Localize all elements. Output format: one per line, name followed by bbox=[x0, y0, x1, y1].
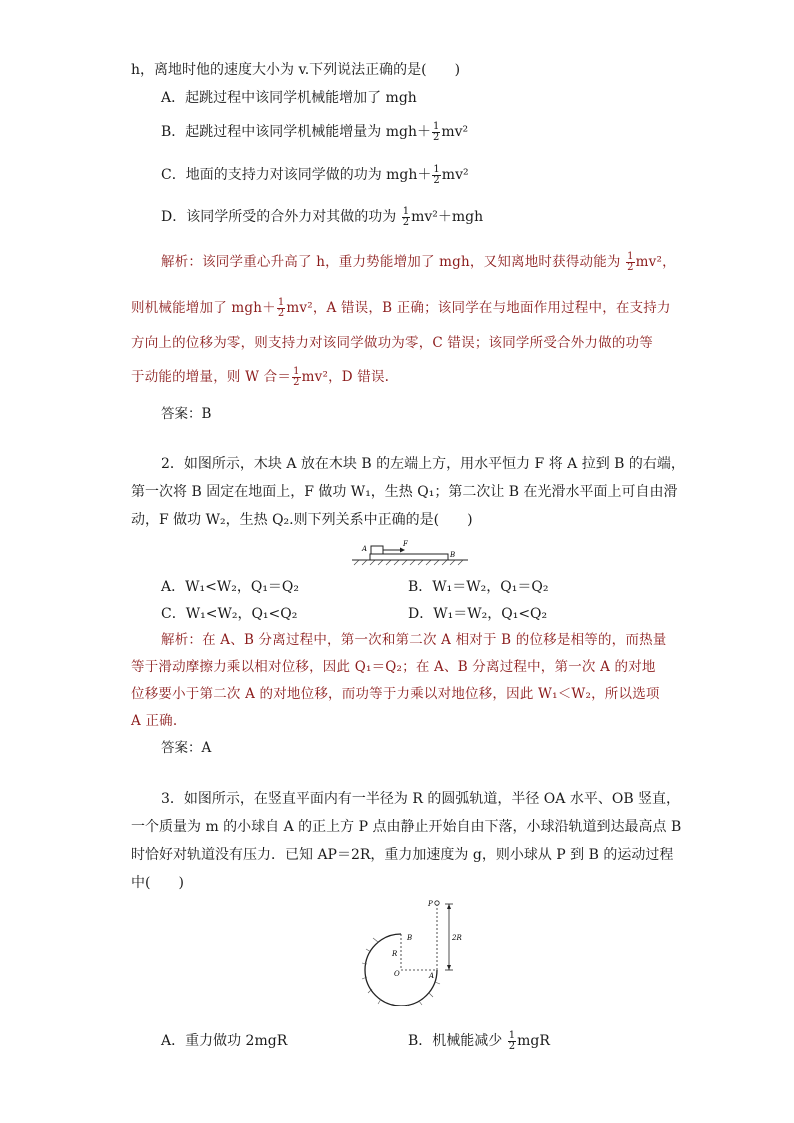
q2-answer: 答案：A bbox=[161, 740, 212, 756]
q2-stem-line-2: 第一次将 B 固定在地面上，F 做功 W₁，生热 Q₁；第二次让 B 在光滑水平面上可自由滑 bbox=[131, 484, 678, 500]
label-o: O bbox=[394, 970, 400, 978]
q2-option-a: A．W₁<W₂，Q₁＝Q₂ bbox=[161, 579, 300, 595]
q2-stem-line-1: 2．如图所示，木块 A 放在木块 B 的左端上方，用水平恒力 F 将 A 拉到 B 的右端， bbox=[161, 456, 685, 472]
fraction-half bbox=[432, 165, 440, 186]
q1-option-a: A．起跳过程中该同学机械能增加了 mgh bbox=[161, 90, 417, 106]
label-b: B bbox=[407, 934, 413, 942]
q3-stem-line-4: 中( ) bbox=[131, 875, 184, 891]
fraction-half bbox=[292, 367, 301, 388]
arrowhead-icon bbox=[400, 548, 405, 553]
label-p: P bbox=[428, 900, 433, 908]
frac-den: 2 bbox=[508, 1040, 516, 1052]
q1-analysis-text: 则机械能增加了 mgh＋ bbox=[131, 300, 276, 316]
fraction-half bbox=[402, 207, 410, 228]
q1-analysis-line-1 bbox=[161, 251, 676, 273]
q3-option-a: A．重力做功 2mgR bbox=[161, 1033, 288, 1049]
q1-option-c-text: C．地面的支持力对该同学做的功为 mgh＋ bbox=[161, 167, 432, 183]
frac-den: 2 bbox=[433, 174, 440, 186]
q1-option-d bbox=[161, 206, 483, 228]
q3-option-b-term: mgR bbox=[517, 1033, 550, 1049]
q1-analysis-term: mv²， bbox=[635, 254, 676, 270]
q1-option-c bbox=[161, 164, 469, 186]
fraction-half bbox=[277, 298, 286, 319]
ball-icon bbox=[435, 901, 439, 905]
q2-block-diagram bbox=[350, 536, 470, 568]
q1-answer: 答案：B bbox=[161, 406, 212, 422]
q3-option-b-text: B．机械能减少 bbox=[408, 1033, 507, 1049]
q1-option-b bbox=[161, 121, 468, 143]
frac-num: 1 bbox=[277, 297, 285, 308]
frac-num: 1 bbox=[293, 366, 300, 377]
label-b: B bbox=[450, 551, 456, 559]
label-a: A bbox=[429, 972, 435, 980]
block-b bbox=[370, 554, 448, 560]
q3-arc-track-diagram bbox=[360, 894, 470, 1006]
block-a bbox=[371, 546, 383, 554]
frac-den: 2 bbox=[402, 216, 410, 228]
label-f: F bbox=[403, 540, 408, 548]
fraction-half bbox=[432, 122, 440, 143]
frac-num: 1 bbox=[627, 251, 634, 262]
q2-analysis-line-4: A 正确. bbox=[131, 713, 178, 729]
q2-analysis-line-1: 解析：在 A、B 分离过程中，第一次和第二次 A 相对于 B 的位移是相等的，而热量 bbox=[161, 632, 667, 648]
q1-analysis-line-3: 方向上的位移为零，则支持力对该同学做功为零，C 错误；该同学所受合外力做的功等 bbox=[131, 335, 653, 351]
ground-hatch bbox=[354, 560, 463, 565]
q1-option-d-term: mv²＋mgh bbox=[411, 209, 484, 225]
q2-option-b: B．W₁＝W₂，Q₁＝Q₂ bbox=[408, 579, 549, 595]
frac-den: 2 bbox=[627, 262, 634, 273]
q1-option-b-text: B．起跳过程中该同学机械能增量为 mgh＋ bbox=[161, 124, 431, 140]
arrowhead-up-icon bbox=[447, 904, 451, 909]
label-2r: 2R bbox=[452, 934, 462, 942]
q1-option-b-term: mv² bbox=[441, 124, 469, 140]
frac-num: 1 bbox=[508, 1029, 516, 1041]
q2-option-c: C．W₁<W₂，Q₁<Q₂ bbox=[161, 606, 298, 622]
frac-den: 2 bbox=[293, 377, 300, 388]
q1-option-c-term: mv² bbox=[441, 167, 469, 183]
fraction-half bbox=[508, 1031, 516, 1052]
label-a: A bbox=[362, 545, 368, 553]
frac-den: 2 bbox=[277, 308, 285, 319]
q1-analysis-line-4 bbox=[131, 366, 389, 388]
q2-option-d: D．W₁＝W₂，Q₁<Q₂ bbox=[408, 606, 548, 622]
frac-num: 1 bbox=[402, 205, 410, 217]
frac-num: 1 bbox=[433, 163, 440, 175]
q3-stem-line-2: 一个质量为 m 的小球自 A 的正上方 P 点由静止开始自由下落，小球沿轨道到达最高点 B bbox=[131, 819, 682, 835]
q1-stem-continuation: h，离地时他的速度大小为 v.下列说法正确的是( ) bbox=[131, 62, 461, 78]
q1-option-d-text: D．该同学所受的合外力对其做的功为 bbox=[161, 209, 401, 225]
q1-analysis-text: 解析：该同学重心升高了 h，重力势能增加了 mgh，又知离地时获得动能为 bbox=[161, 254, 626, 270]
q3-stem-line-1: 3．如图所示，在竖直平面内有一半径为 R 的圆弧轨道，半径 OA 水平、OB 竖直， bbox=[161, 791, 681, 807]
q1-analysis-text: 于动能的增量，则 W 合＝ bbox=[131, 369, 292, 385]
frac-num: 1 bbox=[433, 120, 440, 132]
q2-analysis-line-3: 位移要小于第二次 A 的对地位移，而功等于力乘以对地位移，因此 W₁＜W₂，所以选项 bbox=[131, 686, 660, 702]
q2-stem-line-3: 动，F 做功 W₂，生热 Q₂.则下列关系中正确的是( ) bbox=[131, 512, 473, 528]
q2-analysis-line-2: 等于滑动摩擦力乘以相对位移，因此 Q₁＝Q₂；在 A、B 分离过程中，第一次 A 的对地 bbox=[131, 659, 656, 675]
fraction-half bbox=[626, 252, 635, 273]
q3-option-b bbox=[408, 1030, 550, 1052]
label-r: R bbox=[392, 950, 398, 958]
q1-analysis-term: mv²，A 错误，B 正确；该同学在与地面作用过程中，在支持力 bbox=[286, 300, 671, 316]
q1-analysis-term: mv²，D 错误. bbox=[301, 369, 390, 385]
q1-analysis-line-2 bbox=[131, 297, 671, 319]
q3-stem-line-3: 时恰好对轨道没有压力．已知 AP＝2R，重力加速度为 g，则小球从 P 到 B 的运动过程 bbox=[131, 847, 674, 863]
frac-den: 2 bbox=[433, 131, 440, 143]
arrowhead-down-icon bbox=[447, 965, 451, 970]
